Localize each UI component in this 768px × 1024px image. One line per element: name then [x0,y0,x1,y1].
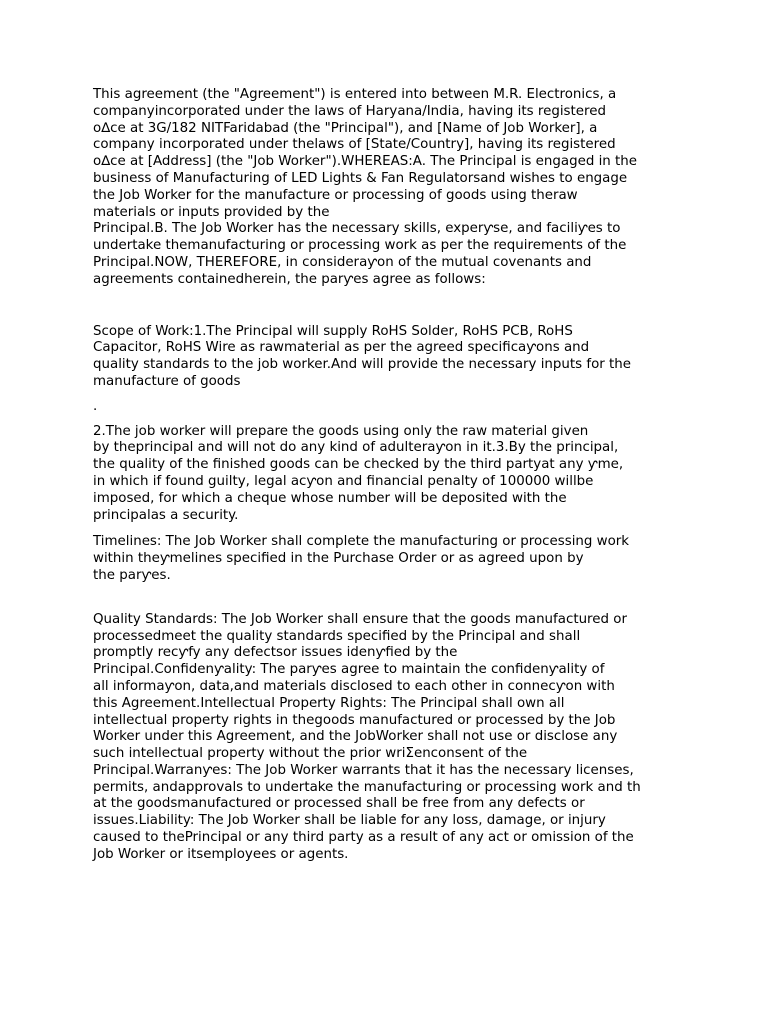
text-line: by theprincipal and will not do any kind of adulteraƴon in it.3.By the principal, [93,440,619,456]
text-line: principalas a security. [93,507,239,523]
agreement-document [93,87,693,864]
text-line: Principal.Conﬁdenƴality: The parƴes agree to maintain the conﬁdenƴality of [93,662,605,678]
text-line: the quality of the ﬁnished goods can be checked by the third partyat any ƴme, [93,457,624,473]
text-line: This agreement (the "Agreement") is entered into between M.R. Electronics, a [93,87,617,102]
text-line: such intellectual property without the prior wriƩenconsent of the [93,746,528,762]
text-line: Principal.B. The Job Worker has the necessary skills, experƴse, and faciliƴes to [93,221,621,237]
paragraph-intro [93,87,693,289]
text-line: . [93,398,98,414]
text-line: imposed, for which a cheque whose number will be deposited with the [93,490,567,506]
text-line: agreements containedherein, the parƴes agree as follows: [93,271,486,287]
paragraph-scope-of-work [93,324,693,391]
text-line: the parƴes. [93,567,171,583]
text-line: business of Manufacturing of LED Lights & Fan Regulatorsand wishes to engage [93,170,628,186]
text-line: materials or inputs provided by the [93,204,330,220]
text-line: the Job Worker for the manufacture or processing of goods using theraw [93,187,578,203]
paragraph-timelines [93,534,693,584]
text-line: issues.Liability: The Job Worker shall be liable for any loss, damage, or injury [93,813,606,829]
paragraph-separator-dot [93,399,693,416]
text-line: all informaƴon, data,and materials disclosed to each other in connecƴon with [93,678,615,694]
text-line: caused to thePrincipal or any third party as a result of any act or omission of the [93,830,634,846]
text-line: company incorporated under thelaws of [State/Country], having its registered [93,137,616,153]
text-line: at the goodsmanufactured or processed shall be free from any defects or [93,796,585,812]
text-line: Quality Standards: The Job Worker shall ensure that the goods manufactured or [93,611,627,627]
text-line: Job Worker or itsemployees or agents. [93,846,349,862]
text-line: Scope of Work:1.The Principal will supply RoHS Solder, RoHS PCB, RoHS [93,323,573,339]
text-line: 2.The job worker will prepare the goods using only the raw material given [93,423,589,439]
text-line: quality standards to the job worker.And will provide the necessary inputs for the [93,357,632,373]
text-line: companyincorporated under the laws of Haryana/India, having its registered [93,103,606,119]
text-line: manufacture of goods [93,373,241,389]
text-line: this Agreement.Intellectual Property Rights: The Principal shall own all [93,695,565,711]
text-line: permits, andapprovals to undertake the manufacturing or processing work and th [93,779,641,795]
text-line: in which if found guilty, legal acƴon and ﬁnancial penalty of 100000 willbe [93,473,594,489]
text-line: intellectual property rights in thegoods manufactured or processed by the Job [93,712,616,728]
paragraph-job-worker-terms [93,424,693,525]
text-line: undertake themanufacturing or processing work as per the requirements of the [93,238,627,254]
text-line: Capacitor, RoHS Wire as rawmaterial as per the agreed speciﬁcaƴons and [93,340,590,356]
paragraph-quality-standards [93,612,693,864]
text-line: o∆ce at 3G/182 NITFaridabad (the "Principal"), and [Name of Job Worker], a [93,120,598,136]
text-line: promptly recƴfy any defectsor issues idenƴﬁed by the [93,645,458,661]
text-line: o∆ce at [Address] (the "Job Worker").WHEREAS:A. The Principal is engaged in the [93,154,638,170]
text-line: processedmeet the quality standards speciﬁed by the Principal and shall [93,628,581,644]
text-line: Principal.Warranƴes: The Job Worker warrants that it has the necessary licenses, [93,762,634,778]
text-line: within theƴmelines speciﬁed in the Purchase Order or as agreed upon by [93,551,584,567]
text-line: Worker under this Agreement, and the JobWorker shall not use or disclose any [93,729,618,745]
text-line: Principal.NOW, THEREFORE, in consideraƴon of the mutual covenants and [93,254,592,270]
text-line: Timelines: The Job Worker shall complete the manufacturing or processing work [93,534,630,550]
